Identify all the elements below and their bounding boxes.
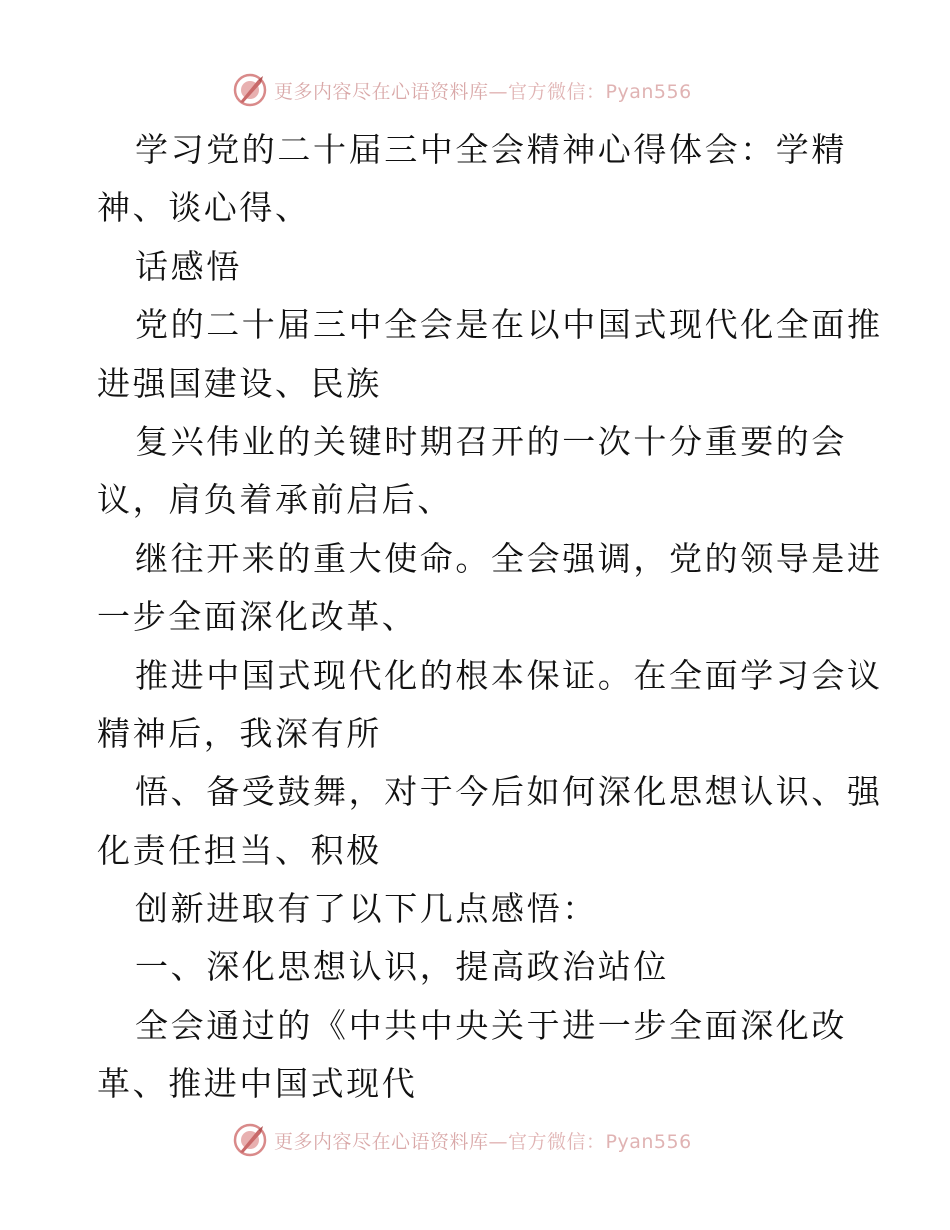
text-line: 革、推进中国式现代: [97, 1064, 418, 1104]
text-line: 话感悟: [135, 246, 242, 286]
text-line: 议，肩负着承前启后、: [97, 480, 453, 520]
text-line: 化责任担当、积极: [97, 830, 382, 870]
text-line: 进强国建设、民族: [97, 363, 382, 403]
watermark-footer: [232, 1120, 692, 1160]
text-line: 推进中国式现代化的根本保证。在全面学习会议: [135, 655, 883, 695]
watermark-main-text: 更多内容尽在心语资料库: [274, 1130, 489, 1153]
text-line: 精神后，我深有所: [97, 713, 382, 753]
text-line: 学习党的二十届三中全会精神心得体会：学精: [135, 130, 847, 169]
text-line: 悟、备受鼓舞，对于今后如何深化思想认识、强: [135, 772, 883, 812]
quill-circle-icon: [232, 72, 268, 108]
quill-circle-icon: [232, 1122, 268, 1158]
text-line: 创新进取有了以下几点感悟：: [135, 889, 598, 929]
text-line: 神、谈心得、: [97, 188, 311, 228]
watermark-wechat-text: —官方微信：Pyan556: [488, 80, 692, 103]
text-line: 党的二十届三中全会是在以中国式现代化全面推: [135, 305, 883, 345]
text-line: 全会通过的《中共中央关于进一步全面深化改: [135, 1005, 847, 1045]
text-line: 复兴伟业的关键时期召开的一次十分重要的会: [135, 421, 847, 461]
watermark-header: [232, 70, 692, 110]
watermark-main-text: 更多内容尽在心语资料库: [274, 80, 489, 103]
text-line: 一步全面深化改革、: [97, 597, 418, 637]
text-line: 一、深化思想认识，提高政治站位: [135, 947, 669, 987]
text-line: 继往开来的重大使命。全会强调，党的领导是进: [135, 538, 883, 578]
document-body: [97, 121, 883, 1114]
watermark-wechat-text: —官方微信：Pyan556: [488, 1130, 692, 1153]
